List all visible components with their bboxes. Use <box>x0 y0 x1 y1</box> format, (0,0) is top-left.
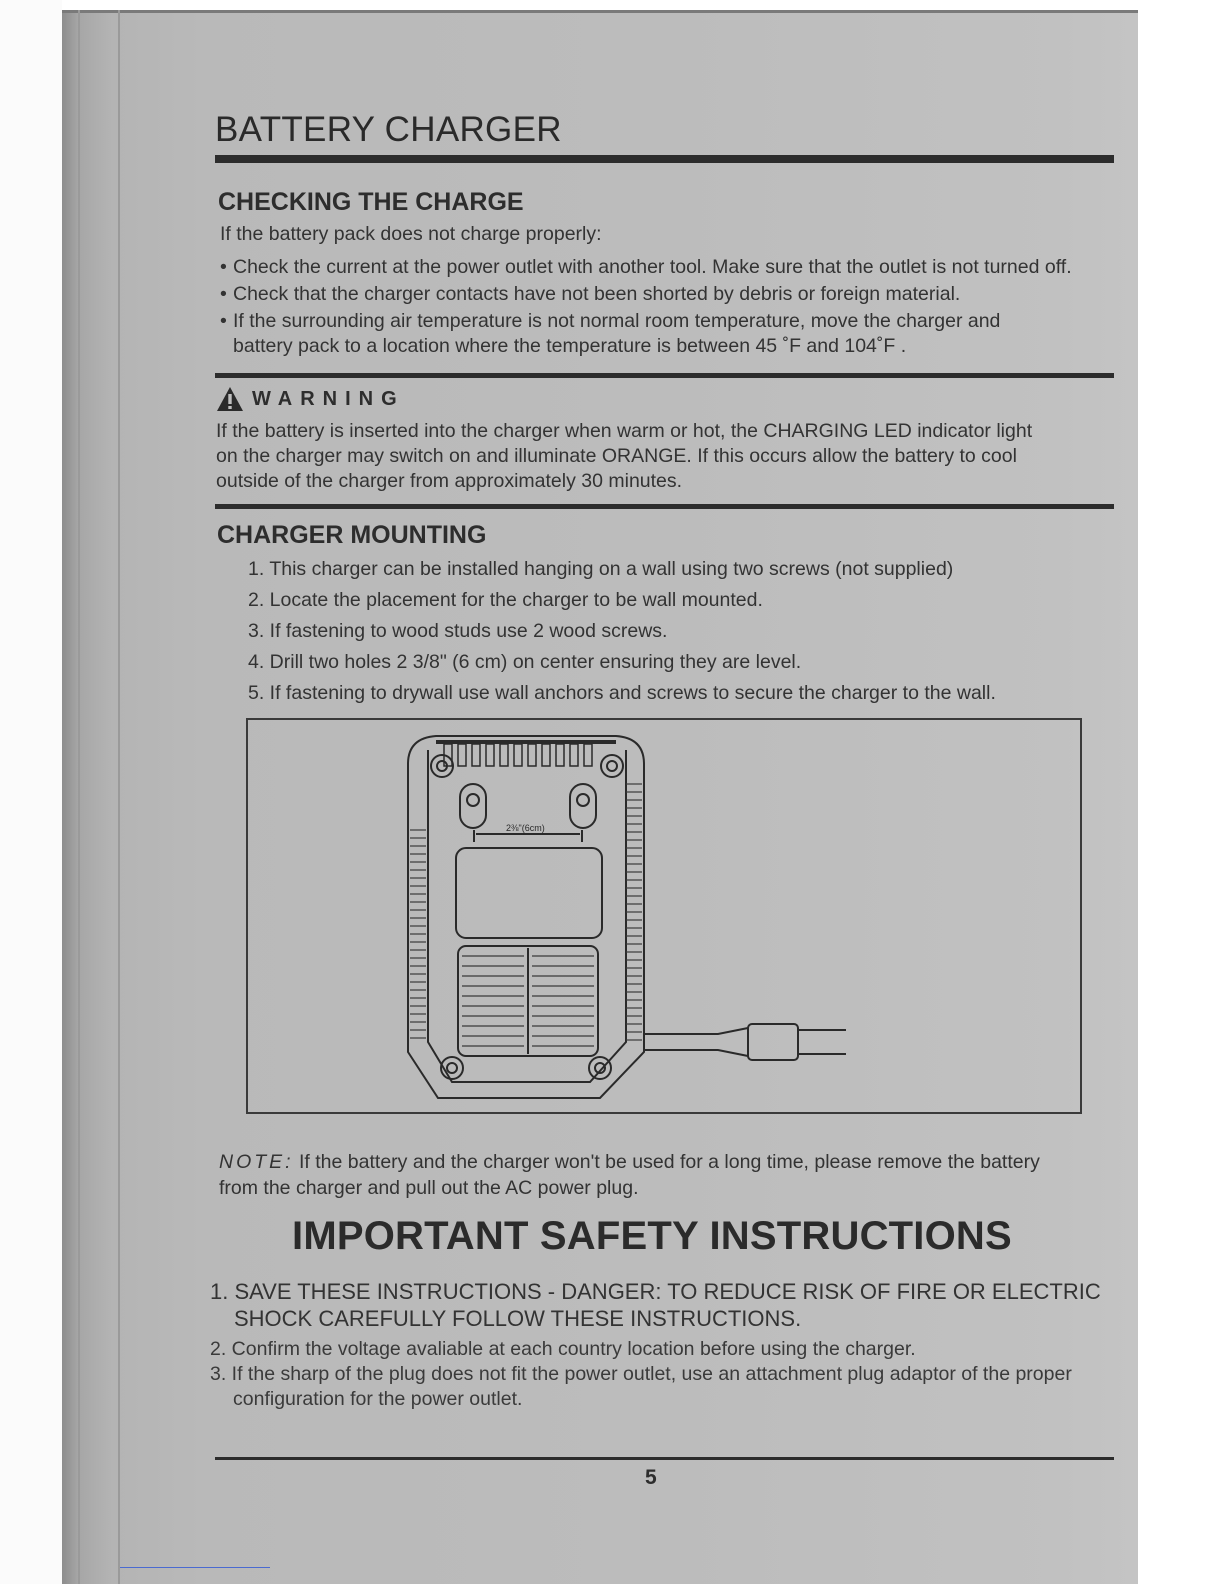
safety-item-1-line1: 1. SAVE THESE INSTRUCTIONS - DANGER: TO REDUCE RISK OF FIRE OR ELECTRIC <box>210 1279 1101 1304</box>
checking-intro: If the battery pack does not charge properly: <box>220 223 602 245</box>
safety-heading: IMPORTANT SAFETY INSTRUCTIONS <box>292 1214 1012 1258</box>
page-edge-line <box>118 10 120 1584</box>
charger-mounting-figure <box>246 718 1082 1114</box>
warning-bottom-rule <box>215 504 1114 509</box>
safety-item-1-line2: SHOCK CAREFULLY FOLLOW THESE INSTRUCTIONS. <box>234 1306 802 1331</box>
mounting-heading: CHARGER MOUNTING <box>217 521 487 549</box>
bullet-dot: • <box>220 256 227 278</box>
title-rule <box>215 155 1114 163</box>
figure-dimension-label: 2⅜"(6cm) <box>506 823 545 833</box>
page-title: BATTERY CHARGER <box>215 110 562 149</box>
page-top-edge <box>62 10 1138 13</box>
warning-triangle-icon <box>216 386 244 412</box>
note <box>219 1149 1119 1201</box>
page-edge-line <box>78 10 80 1584</box>
safety-item-2: 2. Confirm the voltage avaliable at each country location before using the charger. <box>210 1338 916 1360</box>
warning-line: If the battery is inserted into the charger when warm or hot, the CHARGING LED indicator light <box>216 420 1033 442</box>
warning-top-rule <box>215 373 1114 378</box>
bullet-text: Check the current at the power outlet with another tool. Make sure that the outlet is not turned off. <box>233 256 1072 278</box>
warning-label-text: WARNING <box>252 387 405 410</box>
mounting-step: 5. If fastening to drywall use wall anchors and screws to secure the charger to the wall. <box>248 682 996 704</box>
mounting-step: 2. Locate the placement for the charger to be wall mounted. <box>248 589 763 611</box>
checking-bullet <box>220 282 960 307</box>
bullet-text: Check that the charger contacts have not been shorted by debris or foreign material. <box>233 283 961 305</box>
scan-artifact-line <box>120 1567 270 1568</box>
checking-bullet-continuation: battery pack to a location where the temperature is between 45 ˚F and 104˚F . <box>233 335 907 357</box>
note-line2: from the charger and pull out the AC power plug. <box>219 1177 639 1199</box>
mounting-step: 1. This charger can be installed hanging on a wall using two screws (not supplied) <box>248 558 954 580</box>
bullet-dot: • <box>220 310 227 332</box>
note-label: NOTE: <box>219 1151 294 1173</box>
safety-item-3-line1: 3. If the sharp of the plug does not fit the power outlet, use an attachment plug adaptor of the proper <box>210 1363 1072 1385</box>
page-number: 5 <box>645 1466 657 1489</box>
mounting-step: 3. If fastening to wood studs use 2 wood screws. <box>248 620 668 642</box>
warning-label <box>216 386 405 412</box>
warning-line: outside of the charger from approximately 30 minutes. <box>216 470 683 492</box>
footer-rule <box>215 1457 1114 1460</box>
bullet-text: If the surrounding air temperature is not normal room temperature, move the charger and <box>233 310 1001 332</box>
checking-heading: CHECKING THE CHARGE <box>218 188 524 216</box>
charger-diagram <box>248 720 1080 1112</box>
checking-bullet <box>220 309 1000 334</box>
safety-item-1 <box>210 1278 1130 1332</box>
scan-background <box>0 0 62 1584</box>
mounting-step: 4. Drill two holes 2 3/8" (6 cm) on center ensuring they are level. <box>248 651 802 673</box>
checking-bullet <box>220 255 1072 280</box>
bullet-dot: • <box>220 283 227 305</box>
warning-line: on the charger may switch on and illuminate ORANGE. If this occurs allow the battery to cool <box>216 445 1017 467</box>
safety-item-3-line2: configuration for the power outlet. <box>233 1388 523 1410</box>
note-line1: If the battery and the charger won't be used for a long time, please remove the battery <box>299 1151 1040 1173</box>
